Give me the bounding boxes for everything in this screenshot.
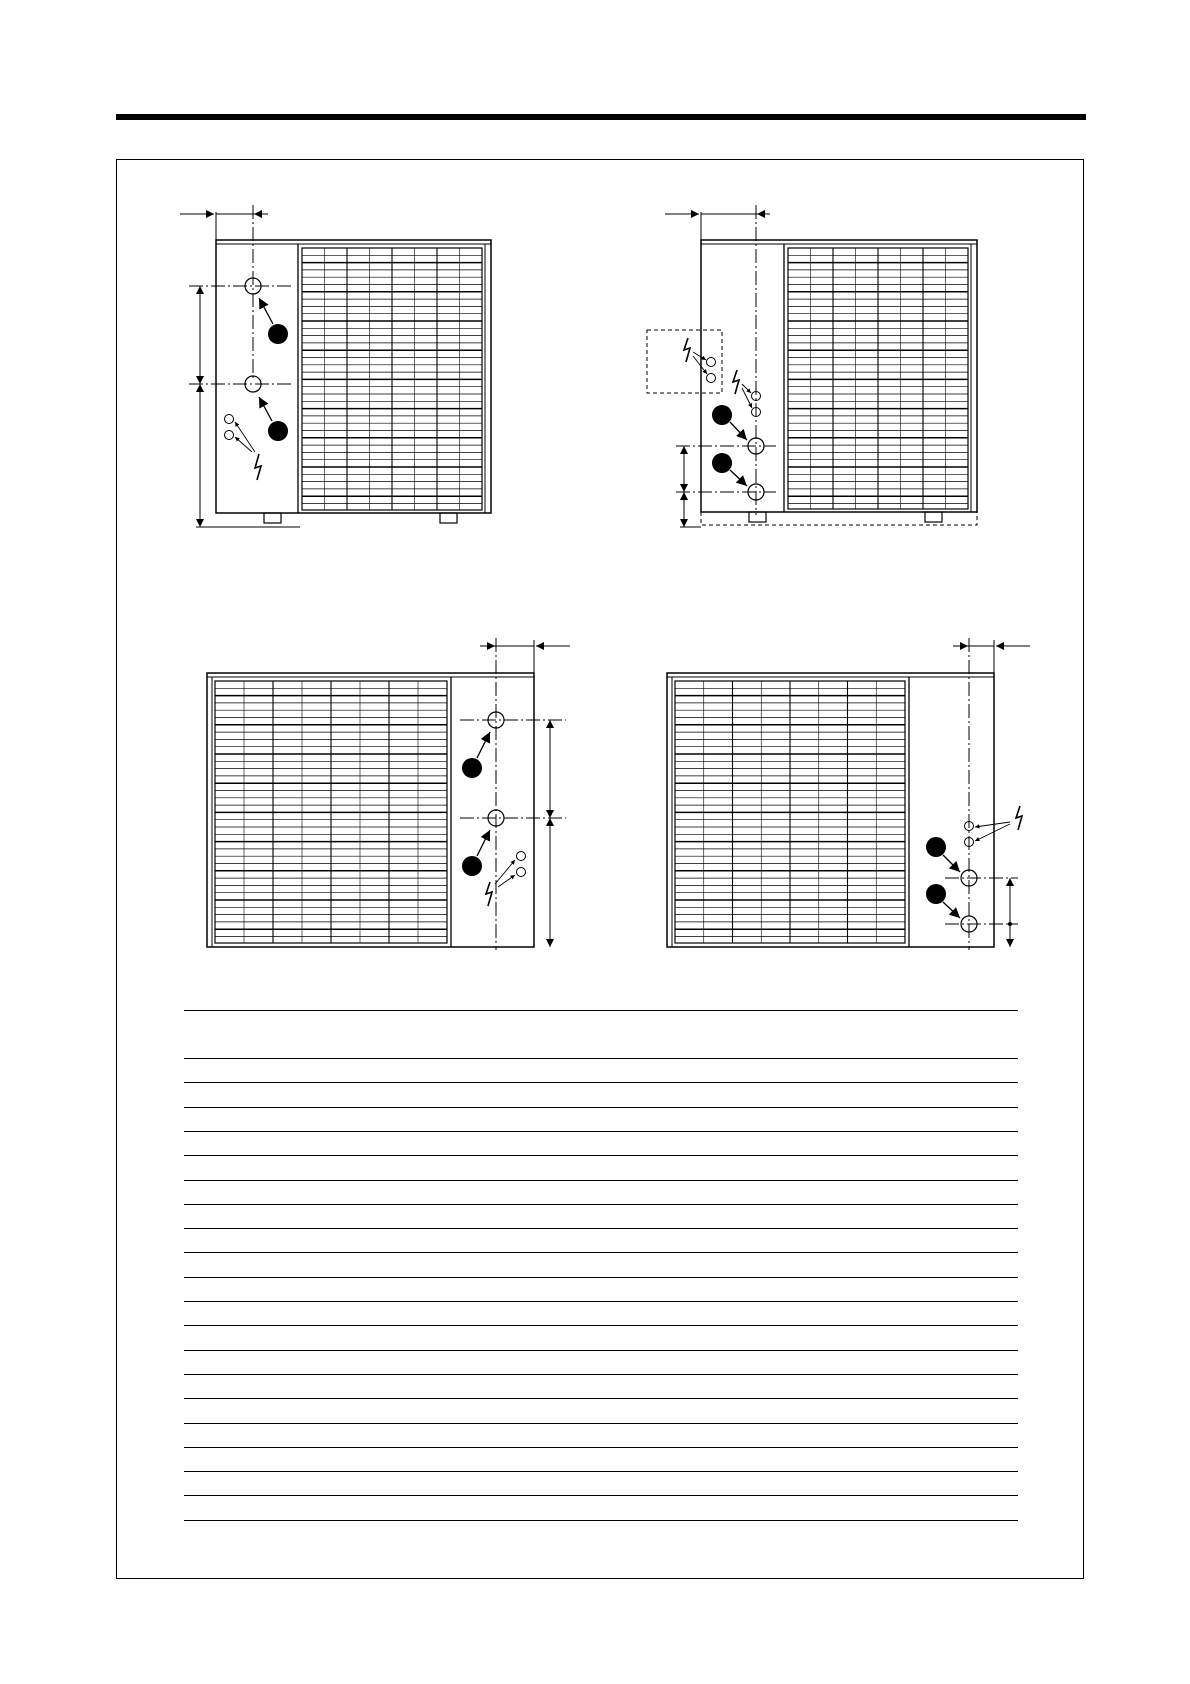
lightning-icon: [733, 370, 739, 394]
table-row-rule: [184, 1495, 1018, 1496]
unit-foot: [264, 513, 281, 523]
table-row-rule: [184, 1301, 1018, 1302]
unit-rear-left: [647, 205, 977, 527]
lightning-icon: [1016, 806, 1022, 830]
dot-marker-icon: [712, 405, 732, 425]
table-top-rule: [184, 1010, 1018, 1011]
table-row-rule: [184, 1325, 1018, 1326]
table-row-rule: [184, 1423, 1018, 1424]
unit-foot: [925, 512, 942, 522]
cable-hole-icon: [707, 374, 716, 383]
table-row-rule: [184, 1374, 1018, 1375]
cable-hole-icon: [707, 358, 716, 367]
detail-box: [647, 330, 722, 393]
table-row-rule: [184, 1131, 1018, 1132]
lightning-icon: [255, 454, 261, 480]
fan-grille: [215, 681, 447, 943]
dot-marker-icon: [462, 856, 482, 876]
table-row-rule: [184, 1471, 1018, 1472]
table-row-rule: [184, 1228, 1018, 1229]
unit-housing: [216, 240, 491, 513]
table-row-rule: [184, 1180, 1018, 1181]
table-row-rule: [184, 1447, 1018, 1448]
unit-housing: [667, 673, 994, 947]
table-row-rule: [184, 1058, 1018, 1059]
unit-rear-right: [667, 638, 1030, 950]
table-row-rule: [184, 1252, 1018, 1253]
table-row-rule: [184, 1082, 1018, 1083]
table-row-rule: [184, 1277, 1018, 1278]
unit-housing: [701, 240, 977, 512]
cable-hole-icon: [517, 868, 526, 877]
dot-marker-icon: [926, 884, 946, 904]
unit-foot: [749, 512, 766, 522]
table-row-rule: [184, 1398, 1018, 1399]
table-row-rule: [184, 1520, 1018, 1521]
table-row-rule: [184, 1107, 1018, 1108]
dot-marker-icon: [712, 453, 732, 473]
cable-hole-icon: [225, 431, 234, 440]
dot-marker-icon: [268, 421, 288, 441]
fan-grille: [675, 681, 905, 943]
dot-marker-icon: [462, 758, 482, 778]
unit-front-left: [180, 205, 491, 527]
unit-front-right: [207, 638, 570, 950]
fan-grille: [302, 248, 482, 510]
fan-grille: [788, 248, 968, 509]
lightning-icon: [486, 882, 492, 906]
table-row-rule: [184, 1155, 1018, 1156]
dot-marker-icon: [926, 837, 946, 857]
cable-hole-icon: [517, 852, 526, 861]
table-row-rule: [184, 1204, 1018, 1205]
dot-marker-icon: [268, 324, 288, 344]
unit-foot: [440, 513, 457, 523]
unit-housing: [207, 673, 534, 947]
base-outline: [701, 512, 977, 525]
cable-hole-icon: [225, 415, 234, 424]
table-row-rule: [184, 1350, 1018, 1351]
lightning-icon: [684, 338, 690, 362]
